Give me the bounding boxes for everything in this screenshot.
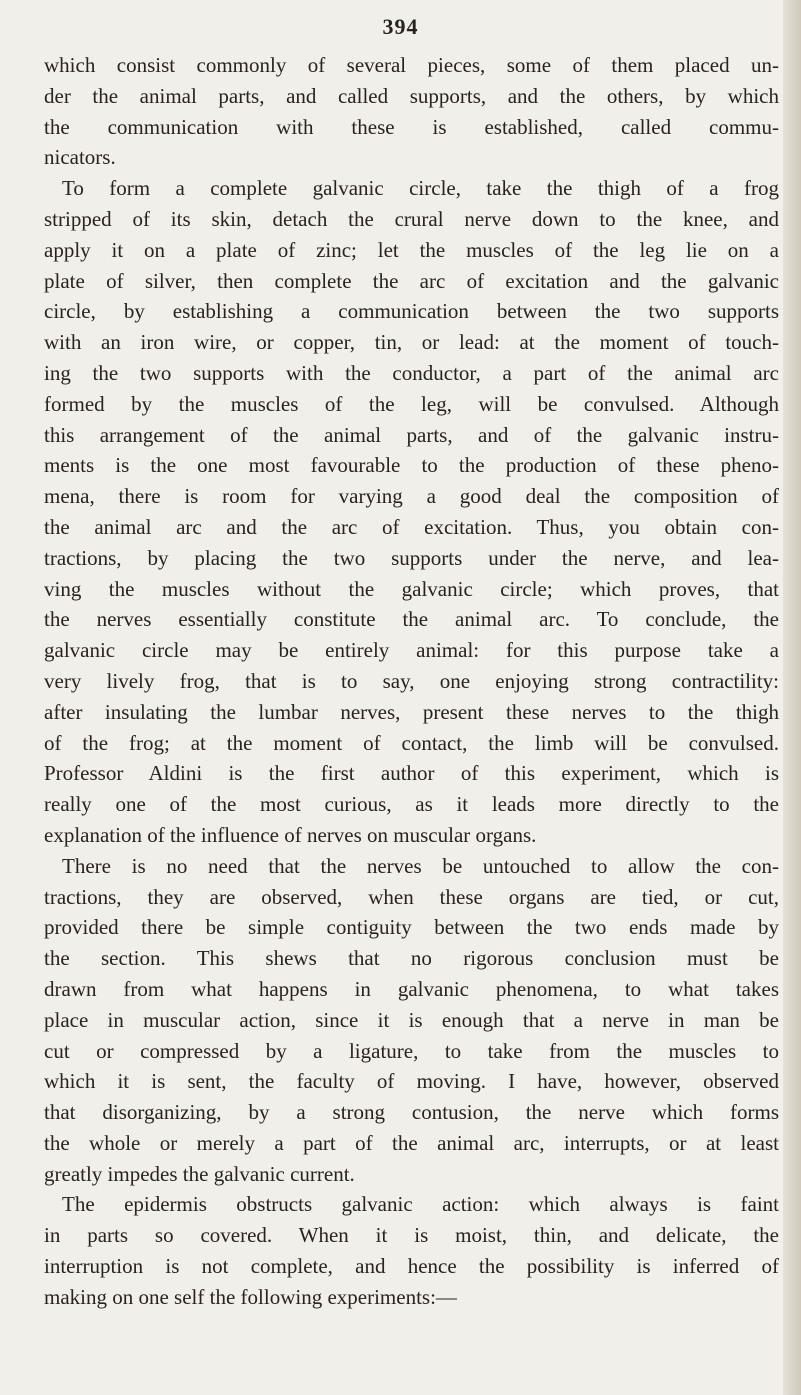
text-line: tractions, by placing the two supports under the nerve, and lea- [44,545,779,570]
text-line: ments is the one most favourable to the production of these pheno- [44,453,779,478]
page-number: 394 [382,14,419,39]
text-line: that disorganizing, by a strong contusion, the nerve which forms [44,1100,779,1125]
text-line: making on one self the following experiments:— [44,1284,457,1309]
text-line: drawn from what happens in galvanic phenomena, to what takes [44,976,779,1001]
text-line: which consist commonly of several pieces, some of them placed un- [44,53,779,77]
text-line: plate of silver, then complete the arc of excitation and the galvanic [44,268,779,293]
text-line: There is no need that the nerves be untouched to allow the con- [62,853,779,878]
text-line: with an iron wire, or copper, tin, or lead: at the moment of touch- [44,330,779,355]
text-line: stripped of its skin, detach the crural nerve down to the knee, and [44,206,779,231]
text-line: explanation of the influence of nerves on muscular organs. [44,822,537,847]
text-line: apply it on a plate of zinc; let the muscles of the leg lie on a [44,237,779,262]
text-line: nicators. [44,145,116,170]
page-edge [783,0,801,1395]
text-line: formed by the muscles of the leg, will be convulsed. Although [44,391,779,416]
text-line: interruption is not complete, and hence the possibility is inferred of [44,1254,779,1279]
text-line: der the animal parts, and called supports, and the others, by which [44,83,779,108]
text-line: after insulating the lumbar nerves, present these nerves to the thigh [44,699,779,724]
body-text [44,50,779,1313]
text-line: ving the muscles without the galvanic circle; which proves, that [44,576,779,601]
text-line: of the frog; at the moment of contact, the limb will be convulsed. [44,730,779,755]
text-line: provided there be simple contiguity between the two ends made by [44,915,779,940]
text-line: circle, by establishing a communication between the two supports [44,299,779,324]
text-line: greatly impedes the galvanic current. [44,1161,355,1186]
text-line: Professor Aldini is the first author of this experiment, which is [44,761,779,786]
text-line: the animal arc and the arc of excitation. Thus, you obtain con- [44,514,779,539]
text-line: which it is sent, the faculty of moving. I have, however, observed [44,1069,779,1094]
text-line: this arrangement of the animal parts, and of the galvanic instru- [44,422,779,447]
text-line: tractions, they are observed, when these organs are tied, or cut, [44,884,779,909]
text-line: really one of the most curious, as it leads more directly to the [44,792,779,817]
text-line: the communication with these is established, called commu- [44,114,779,139]
text-line: very lively frog, that is to say, one enjoying strong contractility: [44,668,779,693]
text-line: To form a complete galvanic circle, take the thigh of a frog [62,176,779,201]
text-line: galvanic circle may be entirely animal: for this purpose take a [44,638,779,663]
text-line: the whole or merely a part of the animal arc, interrupts, or at least [44,1130,779,1155]
text-line: mena, there is room for varying a good deal the composition of [44,484,779,509]
text-line: The epidermis obstructs galvanic action: which always is faint [62,1192,779,1217]
text-line: the section. This shews that no rigorous conclusion must be [44,946,779,971]
text-line: in parts so covered. When it is moist, thin, and delicate, the [44,1223,779,1248]
text-line: cut or compressed by a ligature, to take from the muscles to [44,1038,779,1063]
text-line: the nerves essentially constitute the animal arc. To conclude, the [44,607,779,632]
text-line: place in muscular action, since it is enough that a nerve in man be [44,1007,779,1032]
text-line: ing the two supports with the conductor, a part of the animal arc [44,360,779,385]
